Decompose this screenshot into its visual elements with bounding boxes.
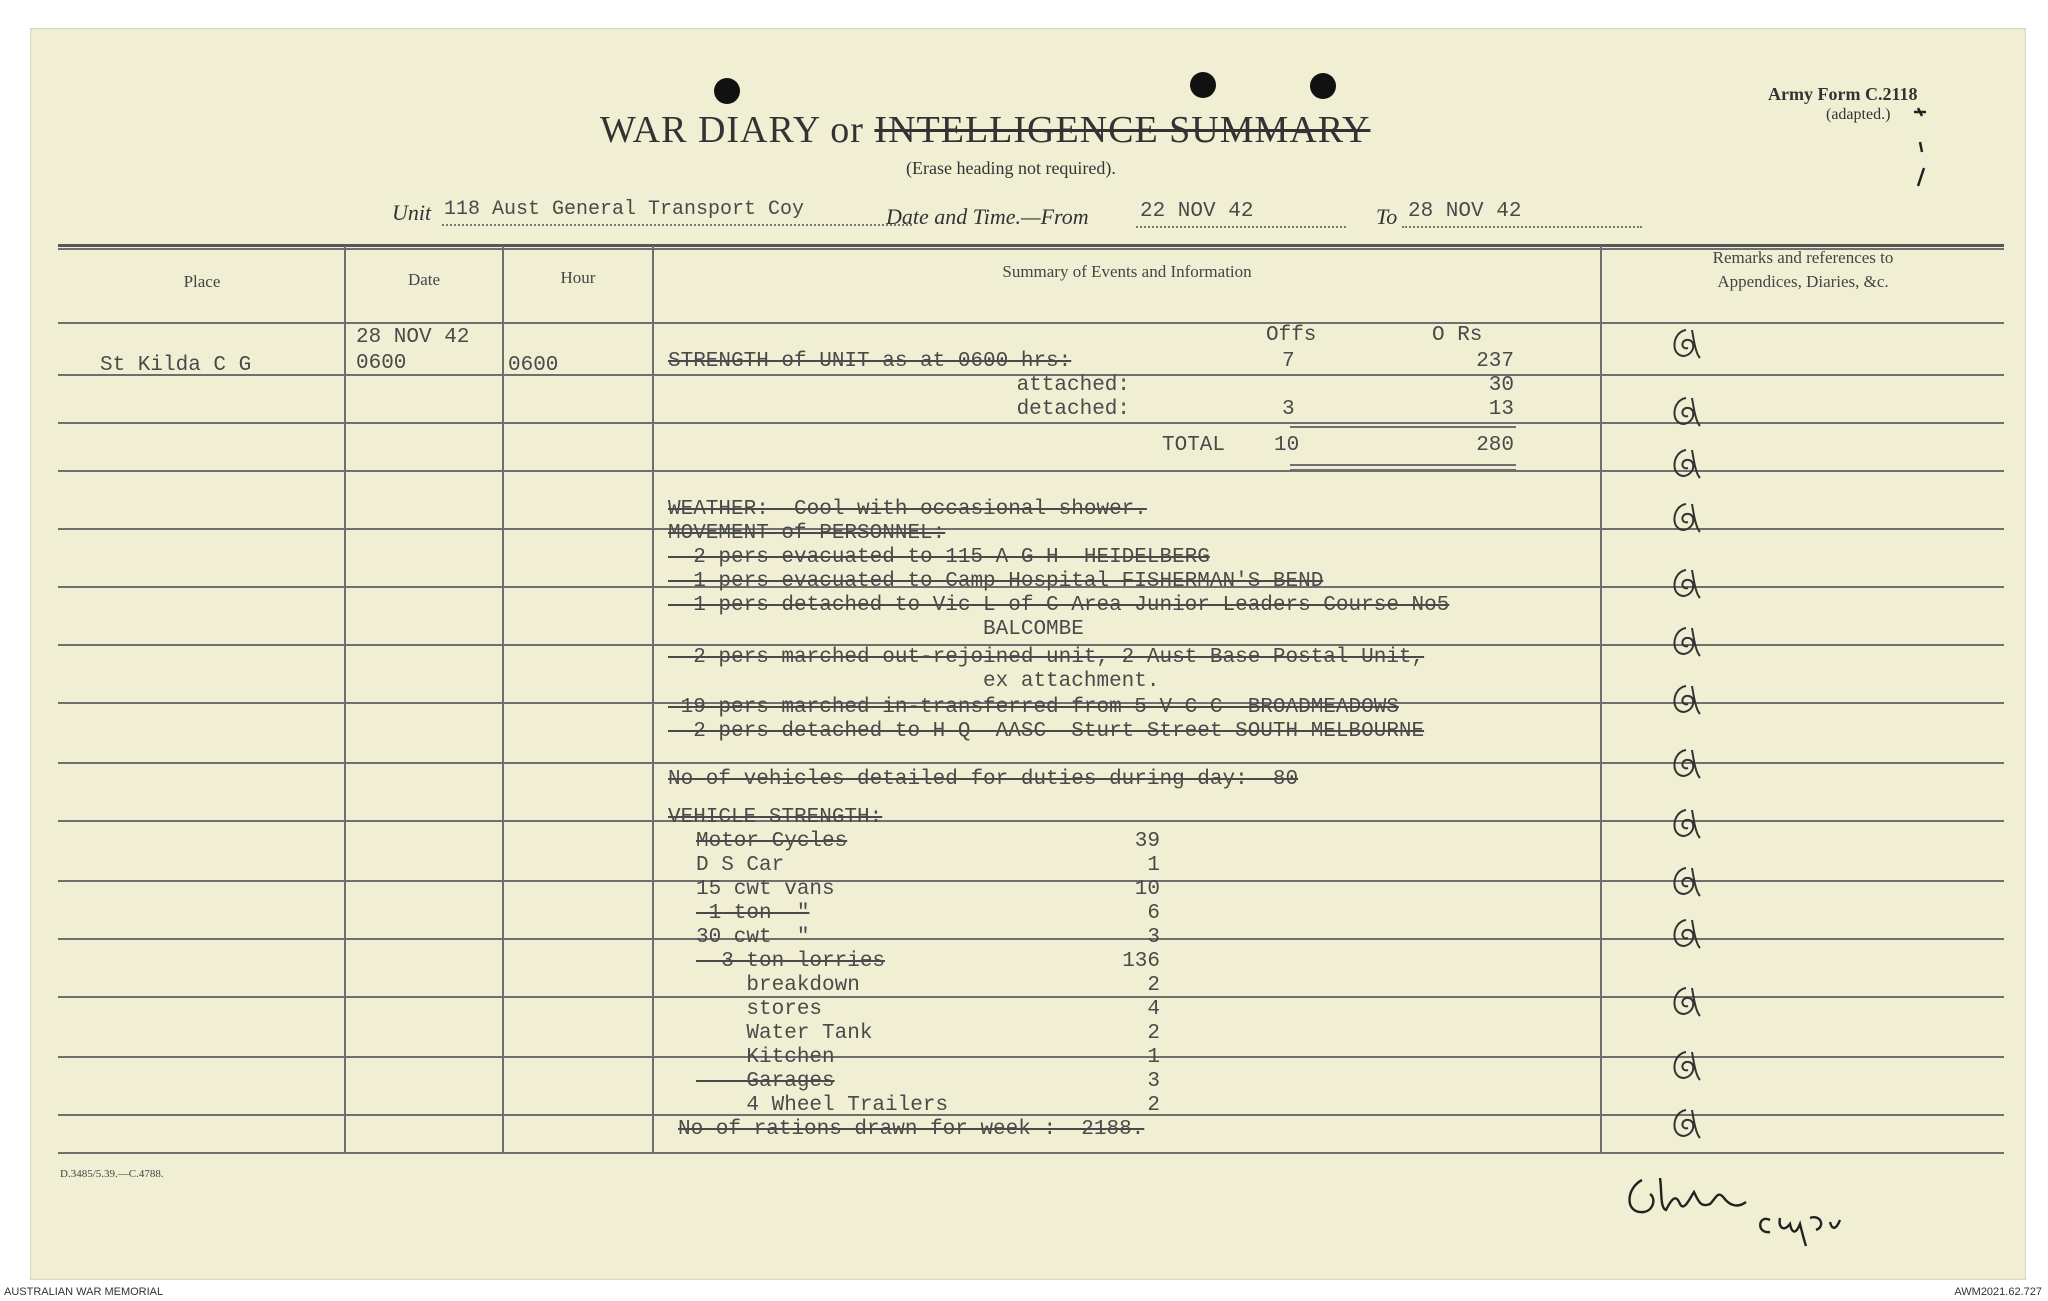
unit-value: 118 Aust General Transport Coy (444, 198, 805, 221)
to-value: 28 NOV 42 (1408, 200, 1522, 223)
page-title (600, 108, 1370, 152)
title-struck: INTELLIGENCE SUMMARY (874, 109, 1371, 151)
event-line: ex attachment. (668, 670, 1160, 693)
credit-institution: AUSTRALIAN WAR MEMORIAL (4, 1286, 164, 1298)
ruled-row-line (58, 470, 2004, 472)
table-bottom-border (58, 1152, 2004, 1154)
title-main: WAR DIARY or (600, 109, 875, 151)
header-bottom-border (58, 322, 2004, 324)
unit-label: Unit (392, 200, 432, 225)
event-line: No of vehicles detailed for duties during day: 80 (668, 768, 1299, 791)
to-label: To (1376, 204, 1398, 229)
form-print-code: D.3485/5.39.—C.4788. (60, 1168, 164, 1180)
vehicle-name: 30 cwt " (696, 926, 810, 949)
handwritten-initial-icon (1666, 392, 1702, 432)
vehicle-count: 1 (1147, 854, 1160, 877)
handwritten-initial-icon (1666, 444, 1702, 484)
event-line: 1 pers evacuated to Camp Hospital FISHERMAN'S BEND (668, 570, 1324, 593)
vehicle-count: 6 (1147, 902, 1160, 925)
event-line: 2 pers evacuated to 115 A G H HEIDELBERG (668, 546, 1210, 569)
handwritten-initial-icon (1666, 914, 1702, 954)
punch-hole (1190, 72, 1216, 98)
total-double-rule (1290, 464, 1516, 466)
vehicle-count: 3 (1147, 926, 1160, 949)
vehicle-name: 15 cwt vans (696, 878, 835, 901)
entry-date: 28 NOV 42 (356, 326, 470, 349)
event-line: 2 pers detached to H Q AASC Sturt Street SOUTH MELBOURNE (668, 720, 1425, 743)
strength-offs: 7 (1282, 350, 1295, 373)
column-header-remarks (1602, 244, 2004, 294)
ruled-row-line (58, 820, 2004, 822)
event-line: VEHICLE STRENGTH: (668, 806, 883, 829)
vehicle-name: Motor Cycles (696, 830, 848, 853)
event-line: WEATHER: Cool with occasional shower. (668, 498, 1147, 521)
entry-hour: 0600 (508, 354, 559, 377)
detached-ors: 13 (1488, 398, 1514, 421)
column-header-summary: Summary of Events and Information (1002, 262, 1252, 281)
ruled-row-line (58, 422, 2004, 424)
handwritten-initial-icon (1666, 324, 1702, 364)
ruled-row-line (58, 1056, 2004, 1058)
total-ors: 280 (1476, 434, 1514, 457)
war-diary-page (30, 28, 2026, 1280)
event-line: 2 pers marched out-rejoined unit, 2 Aust Base Postal Unit, (668, 646, 1425, 669)
date-time-label: Date and Time.—From (886, 204, 1089, 229)
vehicle-name: breakdown (696, 974, 860, 997)
ruled-row-line (58, 996, 2004, 998)
column-divider (344, 246, 346, 1152)
remarks-header-line-2: Appendices, Diaries, &c. (1717, 272, 1889, 291)
strength-row-label: STRENGTH of UNIT as at 0600 hrs: (668, 350, 1072, 373)
ink-mark-icon (1904, 102, 1934, 192)
ruled-row-line (58, 1114, 2004, 1116)
handwritten-initial-icon (1666, 564, 1702, 604)
from-value: 22 NOV 42 (1140, 200, 1254, 223)
column-header-date: Date (407, 270, 441, 289)
handwritten-initial-icon (1666, 622, 1702, 662)
vehicle-name: 4 Wheel Trailers (696, 1094, 949, 1117)
strength-ors-header: O Rs (1432, 324, 1483, 347)
ruled-row-line (58, 528, 2004, 530)
column-divider (1600, 246, 1602, 1152)
detached-offs: 3 (1282, 398, 1295, 421)
strength-offs-header: Offs (1266, 324, 1317, 347)
vehicle-name: 3 ton lorries (696, 950, 886, 973)
entry-date-time: 0600 (356, 352, 407, 375)
strength-ors: 237 (1476, 350, 1514, 373)
vehicle-name: D S Car (696, 854, 785, 877)
event-line: MOVEMENT of PERSONNEL: (668, 522, 946, 545)
vehicle-name: Water Tank (696, 1022, 873, 1045)
vehicle-count: 1 (1147, 1046, 1160, 1069)
ruled-row-line (58, 762, 2004, 764)
event-line: 1 pers detached to Vic L of C Area Junior Leaders Course No5 (668, 594, 1450, 617)
vehicle-count: 10 (1134, 878, 1160, 901)
attached-label: attached: (1016, 374, 1130, 397)
handwritten-initial-icon (1666, 744, 1702, 784)
total-rule (1290, 426, 1516, 428)
unit-dotted-line (442, 224, 912, 226)
from-dotted-line (1136, 226, 1346, 228)
event-line: BALCOMBE (668, 618, 1084, 641)
to-dotted-line (1402, 226, 1642, 228)
remarks-header-line-1: Remarks and references to (1712, 248, 1894, 267)
ruled-row-line (58, 938, 2004, 940)
total-label: TOTAL (1162, 434, 1226, 457)
vehicle-name: Garages (696, 1070, 835, 1093)
event-line: 19 pers marched in-transferred from 5 V C C BROADMEADOWS (668, 696, 1399, 719)
army-form-number: Army Form C.2118 (1768, 84, 1918, 104)
vehicle-count: 3 (1147, 1070, 1160, 1093)
column-header-place: Place (183, 272, 221, 291)
vehicle-name: stores (696, 998, 823, 1021)
handwritten-initial-icon (1666, 1104, 1702, 1144)
total-double-rule (1290, 469, 1516, 471)
vehicle-name: Kitchen (696, 1046, 835, 1069)
army-form-adapted: (adapted.) (1826, 106, 1891, 123)
rations-line: No of rations drawn for week : 2188. (678, 1118, 1145, 1141)
vehicle-count: 136 (1122, 950, 1160, 973)
handwritten-initial-icon (1666, 982, 1702, 1022)
vehicle-name: 1 ton " (696, 902, 810, 925)
vehicle-count: 2 (1147, 1094, 1160, 1117)
credit-accession-number: AWM2021.62.727 (1954, 1286, 2042, 1298)
column-header-hour: Hour (560, 268, 596, 287)
handwritten-initial-icon (1666, 680, 1702, 720)
column-divider (502, 246, 504, 1152)
handwritten-initial-icon (1666, 862, 1702, 902)
entry-place: St Kilda C G (100, 354, 252, 377)
attached-ors: 30 (1488, 374, 1514, 397)
title-instruction: (Erase heading not required). (906, 158, 1116, 178)
handwritten-initial-icon (1666, 498, 1702, 538)
punch-hole (1310, 73, 1336, 99)
total-offs: 10 (1274, 434, 1300, 457)
vehicle-count: 2 (1147, 1022, 1160, 1045)
vehicle-count: 39 (1134, 830, 1160, 853)
ruled-row-line (58, 880, 2004, 882)
handwritten-initial-icon (1666, 804, 1702, 844)
detached-label: detached: (1016, 398, 1130, 421)
column-divider (652, 246, 654, 1152)
handwritten-signature-icon (1620, 1168, 1910, 1248)
handwritten-initial-icon (1666, 1046, 1702, 1086)
punch-hole (714, 78, 740, 104)
vehicle-count: 2 (1147, 974, 1160, 997)
vehicle-count: 4 (1147, 998, 1160, 1021)
